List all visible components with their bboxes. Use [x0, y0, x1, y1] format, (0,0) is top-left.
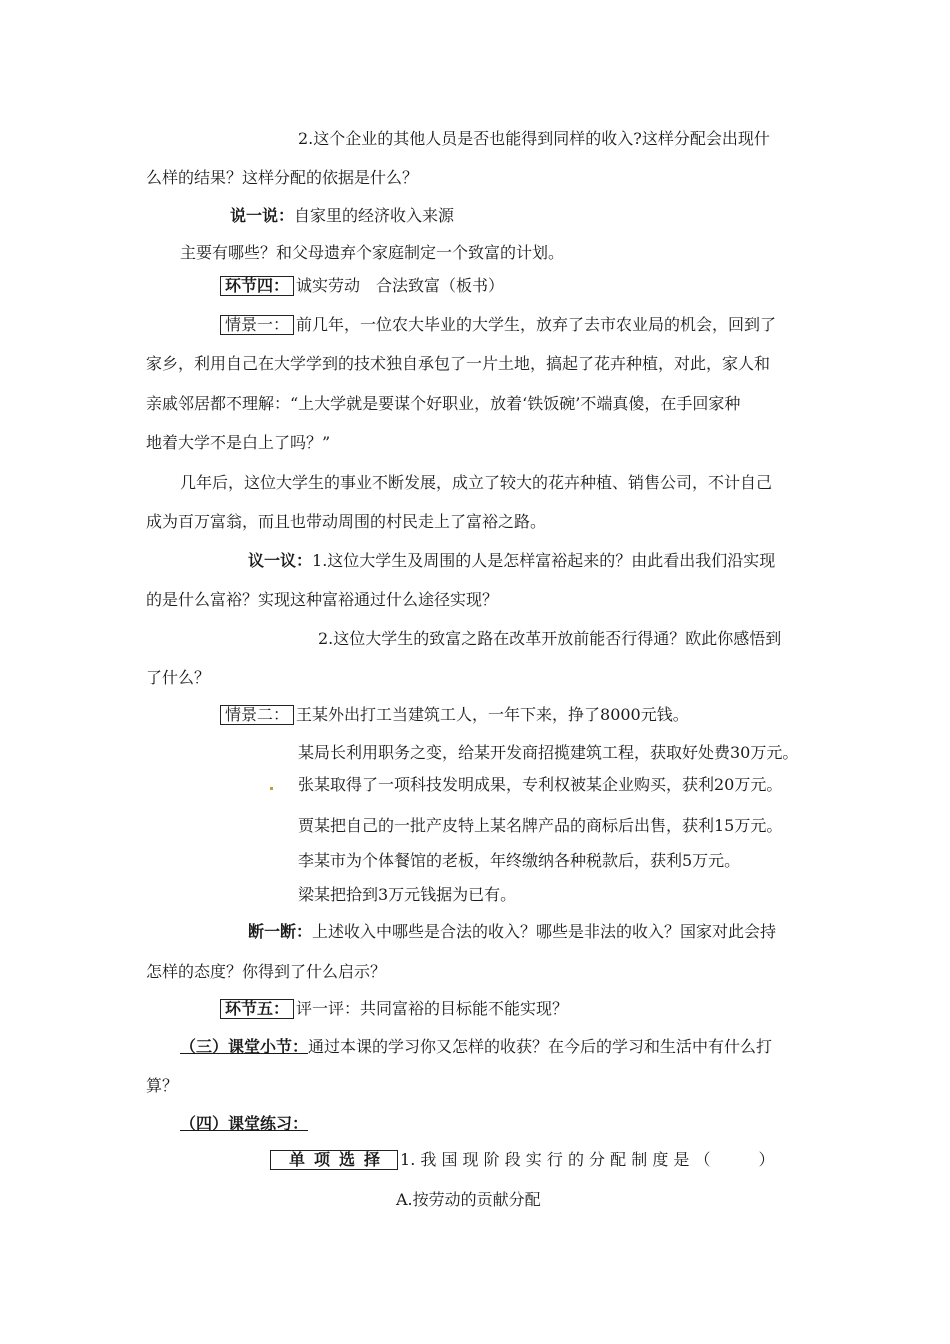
text-line [248, 551, 775, 571]
boxed-label: 环节五： [220, 999, 294, 1019]
section-label: （四）课堂练习： [180, 1114, 309, 1133]
section-label: 断一断： [248, 922, 313, 941]
text-line [230, 206, 454, 226]
line-text: 上述收入中哪些是合法的收入？哪些是非法的收入？国家对此会持 [312, 922, 777, 941]
text-line: 成为百万富翁，而且也带动周围的村民走上了富裕之路。 [146, 512, 547, 531]
text-line: 2.这位大学生的致富之路在改革开放前能否行得通？欧此你感悟到 [318, 629, 782, 648]
text-line: 主要有哪些？和父母遗弃个家庭制定一个致富的计划。 [180, 243, 565, 262]
line-text: 王某外出打工当建筑工人，一年下来，挣了8000元钱。 [296, 705, 689, 724]
boxed-label: 情景一： [220, 315, 294, 335]
text-line: 梁某把拾到3万元钱据为已有。 [298, 885, 517, 904]
line-text: 通过本课的学习你又怎样的收获？在今后的学习和生活中有什么打 [308, 1037, 773, 1056]
text-line: A.按劳动的贡献分配 [396, 1190, 541, 1209]
line-text: 评一评：共同富裕的目标能不能实现？ [296, 999, 569, 1018]
text-line [248, 922, 776, 942]
text-line [270, 1150, 775, 1170]
text-line: 张某取得了一项科技发明成果，专利权被某企业购买，获利20万元。 [298, 775, 783, 794]
text-line [220, 999, 568, 1019]
line-text: 1. 我 国 现 阶 段 实 行 的 分 配 制 度 是 （ ） [400, 1150, 775, 1169]
stray-mark [270, 787, 273, 790]
text-line: 怎样的态度？你得到了什么启示？ [146, 962, 387, 981]
text-line [180, 1037, 772, 1057]
text-line [220, 705, 689, 725]
text-line: 地着大学不是白上了吗？” [146, 433, 331, 452]
text-line [180, 1114, 308, 1134]
text-line: 2.这个企业的其他人员是否也能得到同样的收入?这样分配会出现什 [298, 129, 770, 148]
section-label: （三）课堂小节： [180, 1037, 309, 1056]
line-text: 前几年，一位农大毕业的大学生，放弃了去市农业局的机会，回到了 [296, 315, 777, 334]
boxed-label: 环节四： [220, 276, 294, 296]
boxed-label: 情景二： [220, 705, 294, 725]
text-line: 了什么？ [146, 668, 211, 687]
text-line: 几年后，这位大学生的事业不断发展，成立了较大的花卉种植、销售公司，不计自己 [180, 473, 773, 492]
boxed-label: 单项选择 [270, 1150, 398, 1170]
text-line: 某局长利用职务之变，给某开发商招揽建筑工程，获取好处费30万元。 [298, 743, 799, 762]
section-label: 说一说： [230, 206, 295, 225]
text-line: 么样的结果？这样分配的依据是什么？ [146, 168, 419, 187]
line-text: 诚实劳动 合法致富（板书） [296, 276, 505, 295]
text-line [220, 315, 776, 335]
text-line [220, 276, 504, 296]
text-line: 算？ [146, 1076, 179, 1095]
text-line: 亲戚邻居都不理解：“上大学就是要谋个好职业，放着‘铁饭碗’不端真傻，在手回家种 [146, 394, 741, 413]
text-line: 贾某把自己的一批产皮特上某名牌产品的商标后出售，获利15万元。 [298, 816, 783, 835]
section-label: 议一议： [248, 551, 313, 570]
text-line: 李某市为个体餐馆的老板，年终缴纳各种税款后，获利5万元。 [298, 851, 741, 870]
text-line: 家乡，利用自己在大学学到的技术独自承包了一片土地，搞起了花卉种植，对此，家人和 [146, 354, 771, 373]
line-text: 1.这位大学生及周围的人是怎样富裕起来的？由此看出我们沿实现 [312, 551, 776, 570]
text-line: 的是什么富裕？实现这种富裕通过什么途径实现？ [146, 590, 499, 609]
line-text: 自家里的经济收入来源 [294, 206, 455, 225]
